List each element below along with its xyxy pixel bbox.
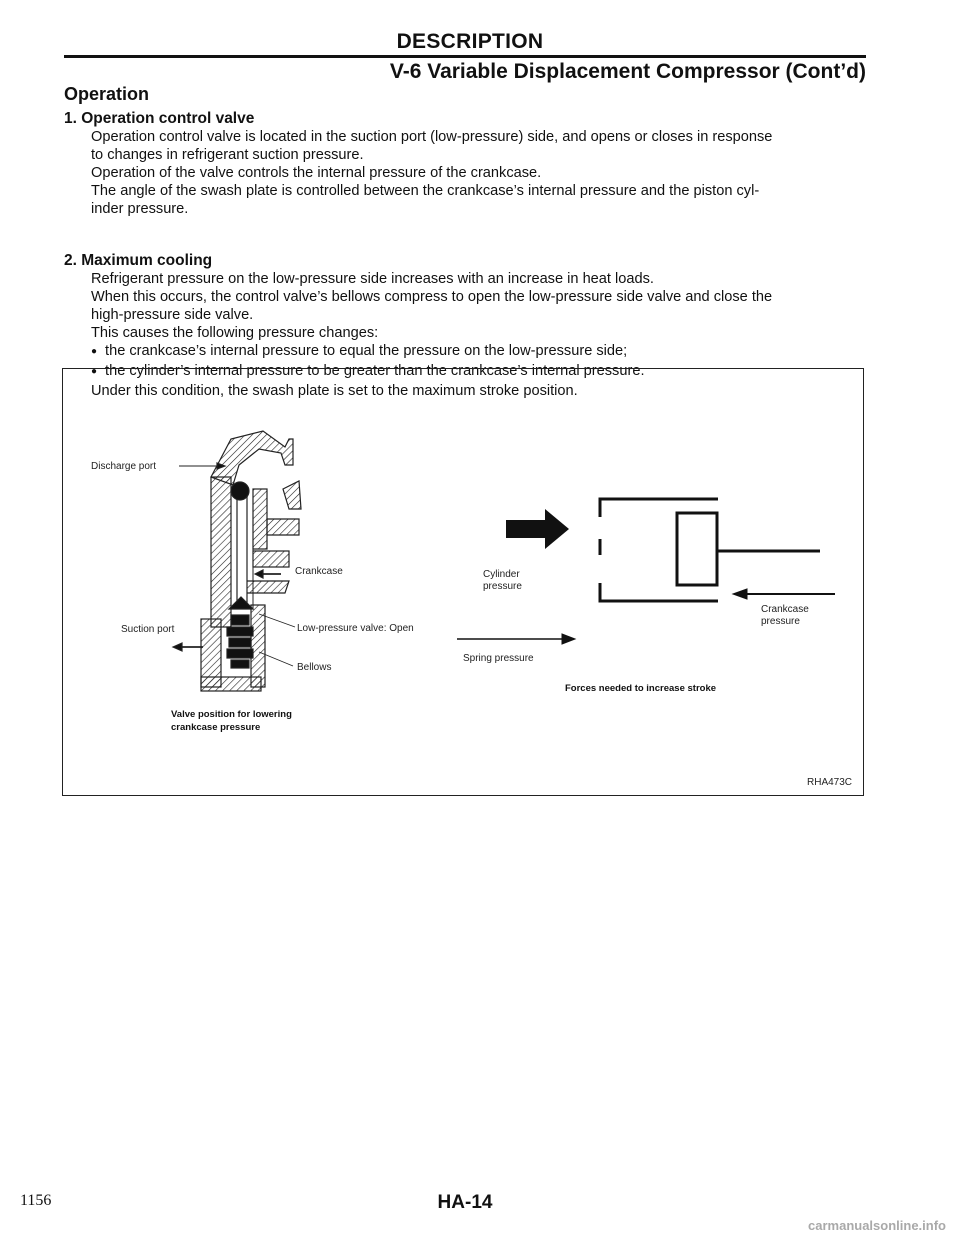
valve-caption-line-1: Valve position for lowering: [171, 709, 292, 720]
valve-caption-line-2: crankcase pressure: [171, 722, 261, 733]
item-1-title: 1. Operation control valve: [64, 110, 255, 127]
body-line: to changes in refrigerant suction pressure.: [91, 147, 364, 163]
suction-port-label: Suction port: [121, 624, 175, 635]
forces-caption: Forces needed to increase stroke: [565, 683, 717, 694]
low-pressure-valve-label: Low-pressure valve: Open: [297, 623, 414, 634]
body-line: This causes the following pressure changes:: [91, 325, 379, 341]
page-label: HA-14: [437, 1192, 493, 1213]
body-line: Under this condition, the swash plate is set to the maximum stroke position.: [91, 383, 578, 399]
body-line: Operation control valve is located in the suction port (low-pressure) side, and opens or closes in response: [91, 129, 773, 145]
item-1-body: [91, 128, 871, 218]
cylinder-pressure-label-2: pressure: [483, 581, 522, 592]
body-line: high-pressure side valve.: [91, 307, 254, 323]
header-rule: [64, 55, 866, 58]
body-line: The angle of the swash plate is controlled between the crankcase’s internal pressure and the piston cyl-: [91, 183, 760, 199]
crankcase-pressure-label-1: Crankcase: [761, 604, 809, 615]
watermark: carmanualsonline.info: [808, 1218, 946, 1233]
body-line: Operation of the valve controls the internal pressure of the crankcase.: [91, 165, 542, 181]
spring-pressure-label: Spring pressure: [463, 653, 534, 664]
section-title: DESCRIPTION: [396, 30, 544, 53]
operation-heading: Operation: [64, 84, 150, 104]
valve-cross-section: [173, 431, 301, 691]
body-line: When this occurs, the control valve’s bellows compress to open the low-pressure side valve and close the: [91, 289, 773, 305]
bullet-item: ● the cylinder’s internal pressure to be greater than the crankcase’s internal pressure.: [91, 362, 871, 382]
bullet-item: ● the crankcase’s internal pressure to equal the pressure on the low-pressure side;: [91, 342, 871, 362]
body-line: Refrigerant pressure on the low-pressure side increases with an increase in heat loads.: [91, 271, 654, 287]
figure-frame: [62, 368, 864, 796]
control-valve-diagram: [63, 369, 863, 795]
bellows-label: Bellows: [297, 662, 332, 673]
body-line: inder pressure.: [91, 201, 189, 217]
page-number: 1156: [20, 1192, 52, 1209]
cylinder-pressure-label-1: Cylinder: [483, 569, 520, 580]
figure-code: RHA473C: [807, 777, 853, 788]
discharge-port-label: Discharge port: [91, 461, 157, 472]
crankcase-label: Crankcase: [295, 566, 343, 577]
subsection-title: V-6 Variable Displacement Compressor (Cont’d): [389, 60, 866, 83]
crankcase-pressure-label-2: pressure: [761, 616, 800, 627]
item-2-title: 2. Maximum cooling: [64, 252, 213, 269]
